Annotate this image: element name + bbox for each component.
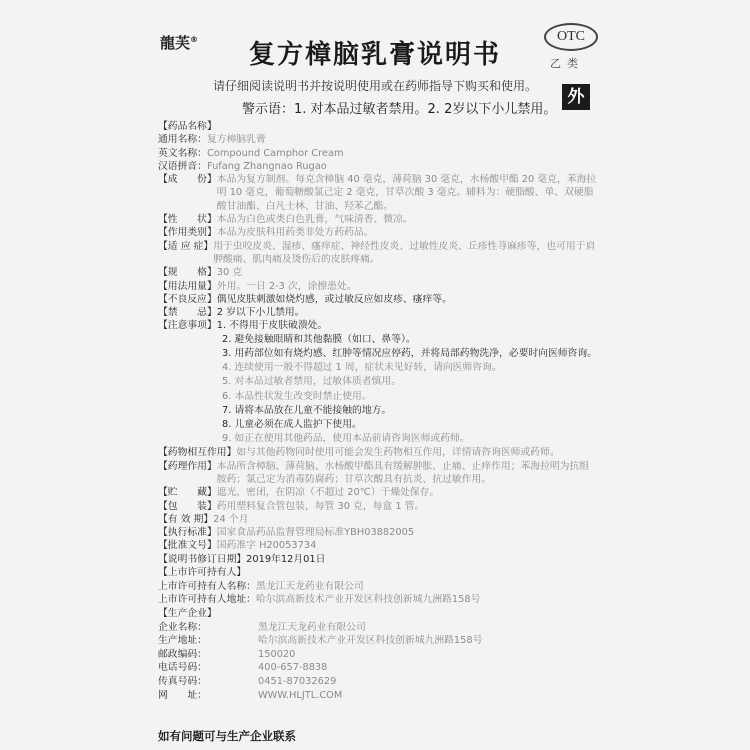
section-generic-name: 通用名称： 复方樟脑乳膏 — [158, 134, 266, 146]
section-appearance: 【性 状】 本品为白色或类白色乳膏，气味清香、微凉。 — [158, 214, 413, 226]
external-use-badge: 外 — [562, 84, 590, 110]
section-storage: 【贮 藏】 遮光，密闭，在阴凉（不超过 20℃）干燥处保存。 — [158, 487, 440, 499]
document-title: 复方樟脑乳膏说明书 — [248, 40, 501, 70]
section-approval: 【批准文号】 国药准字 H20053734 — [158, 540, 317, 552]
section-adverse: 【不良反应】 偶见皮肤刺激如烧灼感，或过敏反应如皮疹、瘙痒等。 — [158, 293, 452, 305]
contact-row: 企业名称： 黑龙江天龙药业有限公司 — [158, 621, 366, 633]
precautions-list — [222, 333, 598, 447]
section-composition: 【成 份】 本品为复方制剂。每克含樟脑 40 毫克，薄荷脑 30 毫克，水杨酸甲酯 20 毫克，苯海拉明 10 毫克，葡萄糖酸氯己定 2 毫克，甘草次酸 3 毫克。辅料为：硬脂酸、单、双硬脂酸甘油酯、白凡士林、甘油、羟苯乙酯。 — [158, 174, 597, 212]
precaution-item: 5. 对本品过敏者禁用，过敏体质者慎用。 — [222, 376, 402, 388]
footer-contact-note: 如有问题可与生产企业联系 — [158, 729, 296, 743]
contact-row: 电话号码： 400-657-8838 — [158, 662, 328, 674]
section-standard: 【执行标准】 国家食品药品监督管理局标准YBH03882005 — [158, 527, 415, 539]
section-validity: 【有 效 期】 24 个月 — [158, 513, 249, 525]
warning-line: 警示语：1. 对本品过敏者禁用。2. 2岁以下小儿禁用。 — [242, 102, 557, 117]
section-pharmacology: 【药理作用】 本品所含樟脑、薄荷脑、水杨酸甲酯具有缓解肿胀、止痛、止痒作用；苯海拉明为抗组胺药；氯己定为消毒防腐药；甘草次酸具有抗炎、抗过敏作用。 — [158, 460, 590, 485]
precaution-item: 2. 避免接触眼睛和其他黏膜（如口、鼻等）。 — [222, 333, 416, 345]
section-english-name: 英文名称： Compound Camphor Cream — [158, 147, 344, 159]
section-action-category: 【作用类别】 本品为皮肤科用药类非处方药药品。 — [158, 227, 374, 239]
precaution-item: 7. 请将本品放在儿童不能接触的地方。 — [222, 404, 392, 416]
section-drug-name: 【药品名称】 — [158, 121, 217, 132]
section-pinyin: 汉语拼音： Fufang Zhangnao Rugao — [158, 160, 327, 172]
precaution-item: 1. 不得用于皮肤破溃处。 — [216, 320, 328, 332]
precaution-item: 3. 用药部位如有烧灼感、红肿等情况应停药，并将局部药物洗净，必要时向医师咨询。 — [222, 347, 597, 359]
section-revision: 【说明书修订日期】 2019年12月01日 — [158, 553, 326, 565]
section-indications: 【适 应 症】 用于虫咬皮炎、湿疹、瘙痒症、神经性皮炎、过敏性皮炎、丘疹性荨麻疹等，也可用于肩胛酸痛、肌肉痛及烫伤后的皮肤疼痛。 — [158, 240, 596, 265]
section-usage: 【用法用量】 外用。一日 2-3 次，涂擦患处。 — [158, 280, 357, 292]
otc-badge: OTC — [544, 23, 598, 51]
contact-row: 邮政编码： 150020 — [158, 648, 296, 660]
precaution-item: 6. 本品性状发生改变时禁止使用。 — [222, 390, 372, 402]
section-mah-name: 上市许可持有人名称： 黑龙江天龙药业有限公司 — [158, 581, 364, 593]
contact-row: 网 址： WWW.HLJTL.COM — [158, 689, 343, 701]
section-interactions: 【药物相互作用】 如与其他药物同时使用可能会发生药物相互作用，详情请咨询医师或药师。 — [158, 447, 560, 459]
precaution-item: 4. 连续使用一般不得超过 1 周，症状未见好转，请向医师咨询。 — [222, 362, 502, 374]
section-precautions: 【注意事项】 1. 不得用于皮肤破溃处。 — [158, 319, 598, 332]
section-contraindications: 【禁 忌】 2 岁以下小儿禁用。 — [158, 307, 305, 319]
section-spec: 【规 格】 30 克 — [158, 267, 243, 279]
precaution-item: 9. 如正在使用其他药品，使用本品前请咨询医师或药师。 — [222, 433, 470, 445]
leaflet-content — [158, 120, 598, 702]
section-mah-address: 上市许可持有人地址： 哈尔滨高新技术产业开发区科技创新城九洲路158号 — [158, 594, 481, 606]
section-manufacturer-header: 【生产企业】 — [158, 607, 217, 619]
contact-row: 生产地址： 哈尔滨高新技术产业开发区科技创新城九洲路158号 — [158, 635, 483, 647]
section-package: 【包 装】 药用塑料复合管包装，每管 30 克，每盒 1 管。 — [158, 500, 425, 512]
instruction-line: 请仔细阅读说明书并按说明使用或在药师指导下购买和使用。 — [212, 79, 537, 93]
precaution-item: 8. 儿童必须在成人监护下使用。 — [222, 418, 362, 430]
section-mah-header: 【上市许可持有人】 — [158, 567, 247, 579]
contact-row: 传真号码： 0451-87032629 — [158, 676, 337, 688]
brand-logo: 龍芙® — [160, 34, 199, 52]
category-label: 乙类 — [550, 57, 584, 70]
